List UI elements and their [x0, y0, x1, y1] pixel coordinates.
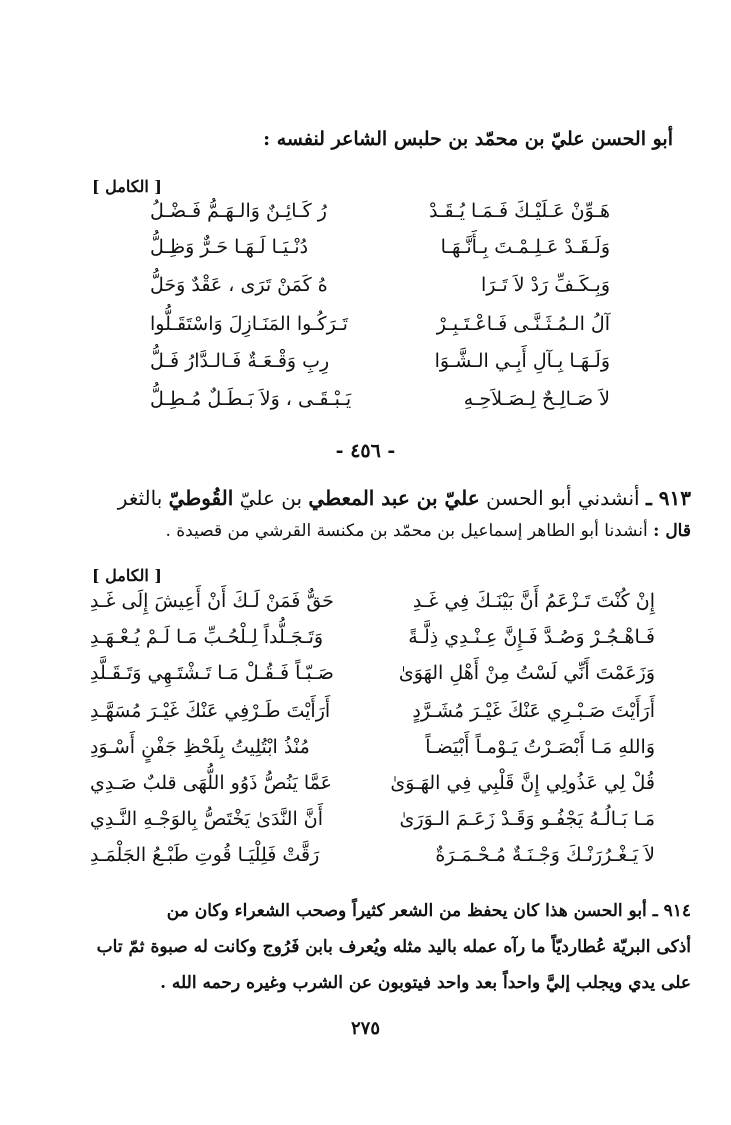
entry-913-nisba: القُوطيّ: [168, 486, 234, 510]
page-number-bottom: ٢٧٥: [350, 1018, 380, 1039]
poem1-verse-3-ajuz: هُ كَمَنْ تَرَى ، عَقْدٌ وَحَلُّ: [150, 274, 328, 296]
entry-914-line-3: على يدي ويجلب إليَّ واحداً بعد واحد فيتوبون عن الشرب وغيره رحمه الله .: [160, 973, 691, 993]
poem1-meter: [ الكامل ]: [92, 177, 162, 196]
poem1-verse-4-sadr: آلُ الـمُـثَـنَّـى فَـاعْـتَـبِـرْ: [436, 313, 610, 335]
poem2-verse-6-sadr: قُلْ لِي عَذُولِي إِنَّ قَلْبِي فِي الهَـوَىٰ: [390, 772, 655, 794]
poem2-verse-6-ajuz: عَمَّا يَنُصُّ ذَوُو اللُّهَى قلبٌ صَـدِي: [90, 772, 332, 794]
entry-914-paragraph: [31, 893, 691, 1001]
entry-914-line-1: ٩١٤ ـ أبو الحسن هذا كان يحفظ من الشعر كثيراً وصحب الشعراء وكان من: [166, 901, 691, 921]
entry-913-name: عليّ بن عبد المعطي: [308, 486, 480, 510]
poem1-verse-6-sadr: لاَ صَـالِـحٌ لِـصَـلاَحِـهِ: [463, 388, 610, 410]
poem1-verse-1-sadr: هَـوِّنْ عَـلَيْـكَ فَـمَـا يُـقَـدْ: [429, 200, 610, 222]
entry-913-number: ٩١٣ ـ: [645, 486, 691, 510]
poem2-verse-5-ajuz: مُنْذُ ابْتُلِيتُ بِلَحْظِ جَفْنٍ أَسْـوَدِ: [90, 736, 310, 758]
intro-line: أبو الحسن عليّ بن محمّد بن حلبس الشاعر لنفسه :: [263, 128, 673, 150]
poem2-verse-1-sadr: إِنْ كُنْتَ تَـزْعَمُ أَنَّ بَيْنَـكَ فِي غَـدِ: [412, 590, 655, 612]
entry-914-line-2: أذكى البريّة عُطارديّاً ما رآه عمله باليد مثله ويُعرف بابن فَرُوج وكانت له صبوة ثمّ تاب: [96, 937, 691, 957]
poem1-verse-1-ajuz: رُ كَـائِـنٌ وَالـهَـمُّ فَـضْـلُ: [150, 200, 327, 222]
poem2-meter: [ الكامل ]: [92, 566, 162, 585]
poem2-verse-4-ajuz: أَرَأَيْتَ طَـرْفِي عَنْكَ غَيْـرَ مُسَهَّـدِ: [90, 700, 331, 722]
poem2-verse-2-sadr: فَـاهْـجُـرْ وَصُـدَّ فَـإِنَّ عِـنْـدِي ذِلَّـةً: [408, 626, 655, 648]
poem2-verse-7-sadr: مَـا بَـالُـهُ يَجْفُـو وَقَـدْ زَعَـمَ الـوَرَىٰ: [399, 808, 655, 830]
poem1-verse-5-ajuz: رِبِ وَقْـعَـةٌ فَـالـدَّارُ فَـلُّ: [150, 350, 330, 372]
poem2-verse-7-ajuz: أَنَّ النَّدَىٰ يَخْتَصُّ بِالوَجْـهِ النَّـدِي: [90, 808, 323, 830]
entry-913-place: بالثغر: [117, 486, 163, 510]
poem2-verse-4-sadr: أَرَأَيْتَ صَـبْـرِي عَنْكَ غَيْـرَ مُشَـرَّدٍ: [412, 700, 655, 722]
entry-913-sub-text: أنشدنا أبو الطاهر إسماعيل بن محمّد بن مكنسة القرشي من قصيدة .: [165, 521, 648, 541]
poem1-verse-4-ajuz: تَـرَكُـوا المَنَـازِلَ وَاسْتَقَـلُّوا: [150, 313, 348, 335]
poem2-verse-1-ajuz: حَقٌّ فَمَنْ لَـكَ أَنْ أَعِيشَ إِلَى غَـدِ: [90, 590, 334, 612]
poem1-verse-2-sadr: وَلَـقَـدْ عَـلِـمْـتَ بِـأَنَّـهَـا: [440, 236, 610, 258]
poem2-verse-2-ajuz: وَتَـجَـلُّداً لِـلْحُـبِّ مَـا لَـمْ يُـعْـهَـدِ: [90, 626, 324, 648]
poem2-verse-8-sadr: لاَ يَـغْـرُرَنْـكَ وَجْـنَـةٌ مُـحْـمَـرَةٌ: [435, 844, 655, 866]
page-number-middle: - ٤٥٦ -: [335, 440, 396, 462]
entry-913-qal: قال :: [653, 521, 691, 541]
entry-913-subline: [165, 521, 691, 541]
poem1-verse-2-ajuz: دُنْـيَـا لَـهَـا حَـرٌّ وَظِـلُّ: [150, 236, 309, 258]
poem2-verse-8-ajuz: رَقَّتْ فَلِلْيَـا قُوتِ طَبْـعُ الجَلْمَـدِ: [90, 844, 320, 866]
poem2-verse-5-sadr: وَاللهِ مَـا أَبْصَـرْتُ يَـوْمـاً أَبْيَضـاً: [425, 736, 655, 758]
poem2-verse-3-ajuz: صَـبّـاً فَـقُـلْ مَـا تَـشْتَـهِي وَتَـقَـلَّدِ: [90, 662, 334, 684]
entry-913-text-before: أنشدني أبو الحسن: [486, 486, 640, 510]
poem1-verse-3-sadr: وَبِـكَـفِّ رَدْ لاَ تَـرَا: [481, 274, 610, 296]
poem1-verse-6-ajuz: يَـبْـقَـى ، وَلاَ بَـطَـلٌ مُـطِـلُّ: [150, 388, 352, 410]
poem1: [150, 200, 610, 425]
poem2: [90, 590, 655, 880]
entry-913-heading: [118, 486, 691, 510]
poem2-verse-3-sadr: وَزَعَمْتَ أَنِّي لَسْتُ مِنْ أَهْلِ الهَوَىٰ: [398, 662, 655, 684]
poem1-verse-5-sadr: وَلَـهَـا بِـآلِ أَبِـي الـشَّـوَا: [434, 350, 610, 372]
entry-913-text-after: بن عليّ: [239, 486, 303, 510]
